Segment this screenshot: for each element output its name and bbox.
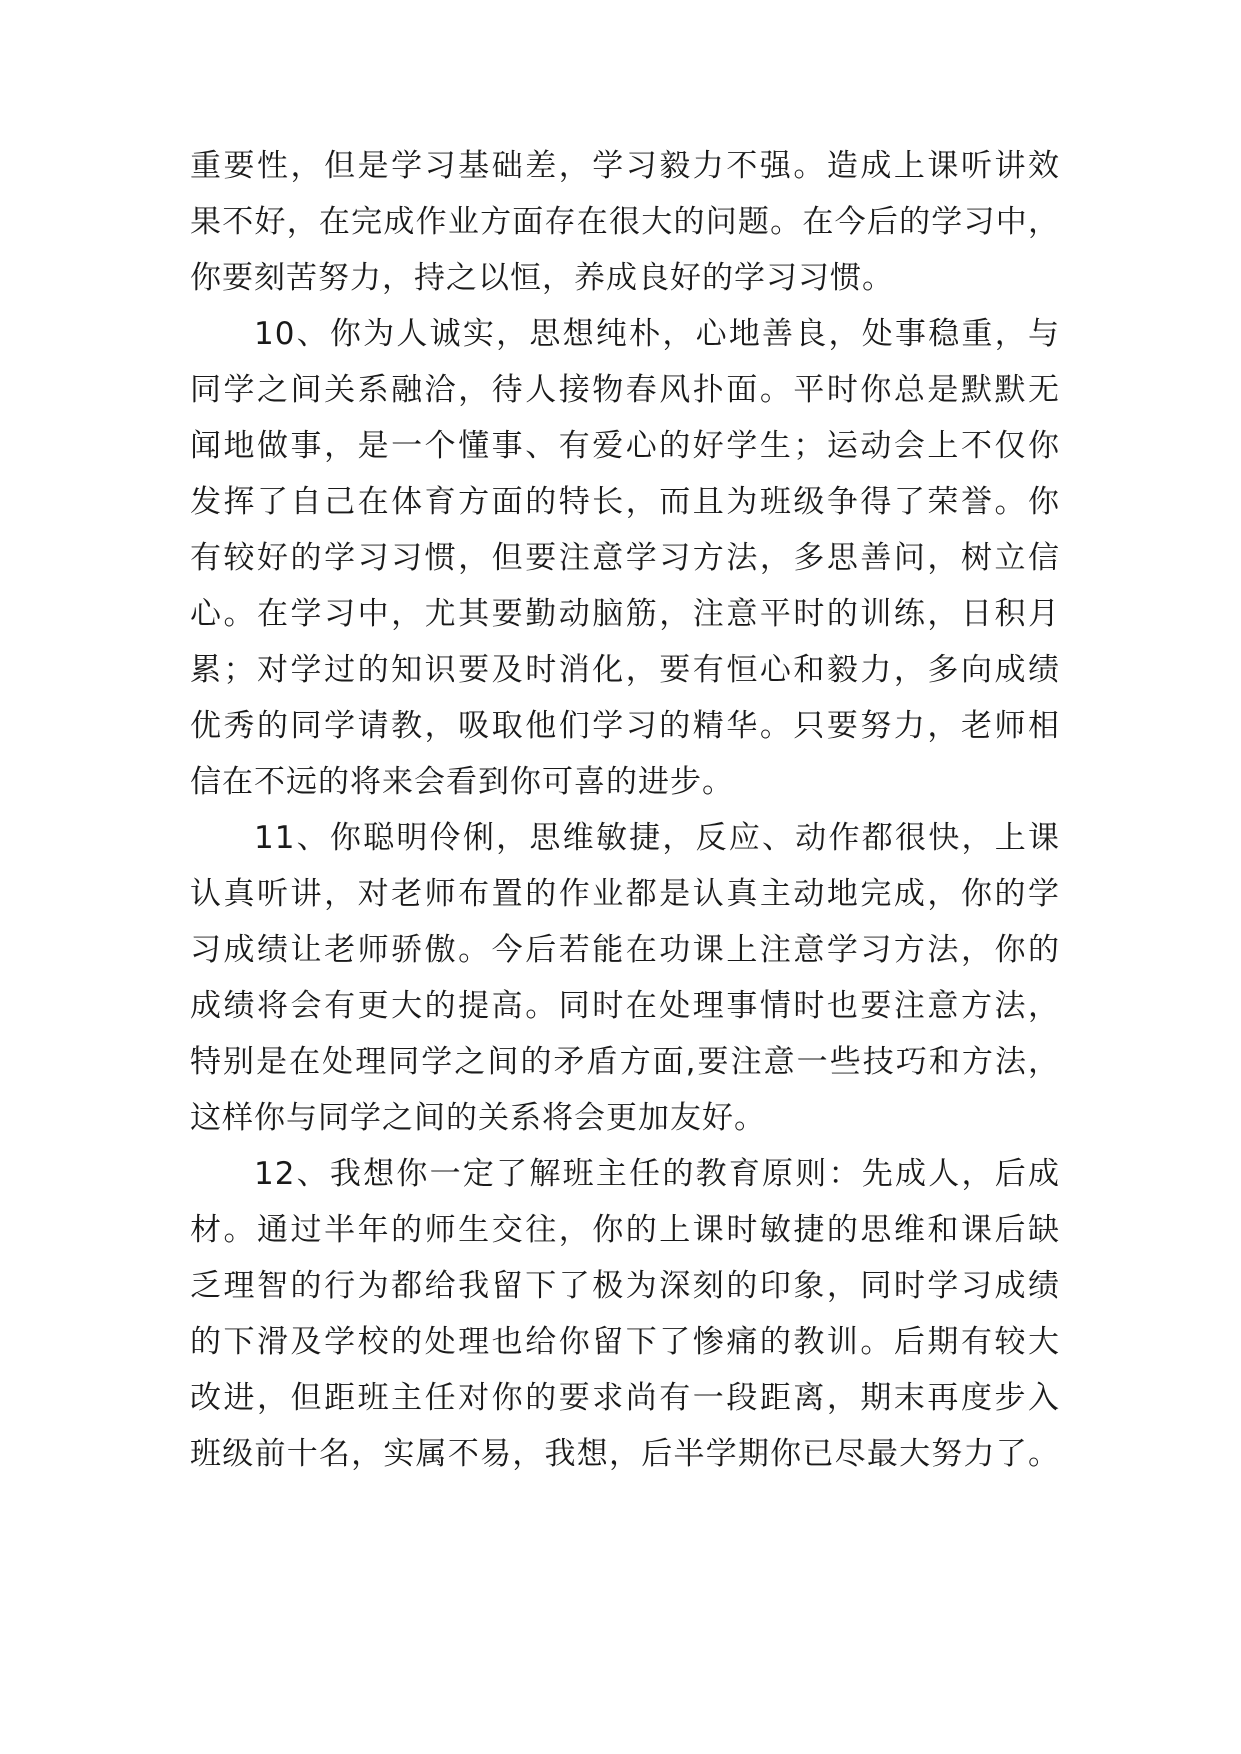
text-line: 累；对学过的知识要及时消化，要有恒心和毅力，多向成绩: [190, 652, 1060, 688]
paragraph-start-12: 12、我想你一定了解班主任的教育原则：先成人，后成: [254, 1156, 1060, 1192]
text-line: 优秀的同学请教，吸取他们学习的精华。只要努力，老师相: [190, 708, 1060, 744]
text-line: 的下滑及学校的处理也给你留下了惨痛的教训。后期有较大: [190, 1324, 1060, 1360]
paragraph-start-11: 11、你聪明伶俐，思维敏捷，反应、动作都很快，上课: [254, 820, 1060, 856]
text-line: 信在不远的将来会看到你可喜的进步。: [190, 764, 734, 800]
text-line: 心。在学习中，尤其要勤动脑筋，注意平时的训练，日积月: [190, 596, 1060, 632]
text-line: 同学之间关系融洽，待人接物春风扑面。平时你总是默默无: [190, 372, 1060, 408]
text-line: 成绩将会有更大的提高。同时在处理事情时也要注意方法，: [190, 988, 1060, 1024]
text-line: 材。通过半年的师生交往，你的上课时敏捷的思维和课后缺: [190, 1212, 1060, 1248]
text-line: 认真听讲，对老师布置的作业都是认真主动地完成，你的学: [190, 876, 1060, 912]
text-line: 这样你与同学之间的关系将会更加友好。: [190, 1100, 766, 1136]
text-line: 你要刻苦努力，持之以恒，养成良好的学习习惯。: [190, 260, 894, 296]
text-line: 改进，但距班主任对你的要求尚有一段距离，期末再度步入: [190, 1380, 1060, 1416]
text-line: 发挥了自己在体育方面的特长，而且为班级争得了荣誉。你: [190, 484, 1060, 520]
text-line: 闻地做事，是一个懂事、有爱心的好学生；运动会上不仅你: [190, 428, 1060, 464]
text-line: 特别是在处理同学之间的矛盾方面,要注意一些技巧和方法，: [190, 1044, 1060, 1080]
text-line: 果不好，在完成作业方面存在很大的问题。在今后的学习中，: [190, 204, 1060, 240]
text-line: 习成绩让老师骄傲。今后若能在功课上注意学习方法，你的: [190, 932, 1060, 968]
text-line: 重要性，但是学习基础差，学习毅力不强。造成上课听讲效: [190, 148, 1060, 184]
text-line: 班级前十名，实属不易，我想，后半学期你已尽最大努力了。: [190, 1436, 1060, 1472]
text-line: 有较好的学习习惯，但要注意学习方法，多思善问，树立信: [190, 540, 1060, 576]
text-line: 乏理智的行为都给我留下了极为深刻的印象，同时学习成绩: [190, 1268, 1060, 1304]
paragraph-start-10: 10、你为人诚实，思想纯朴，心地善良，处事稳重，与: [254, 316, 1060, 352]
